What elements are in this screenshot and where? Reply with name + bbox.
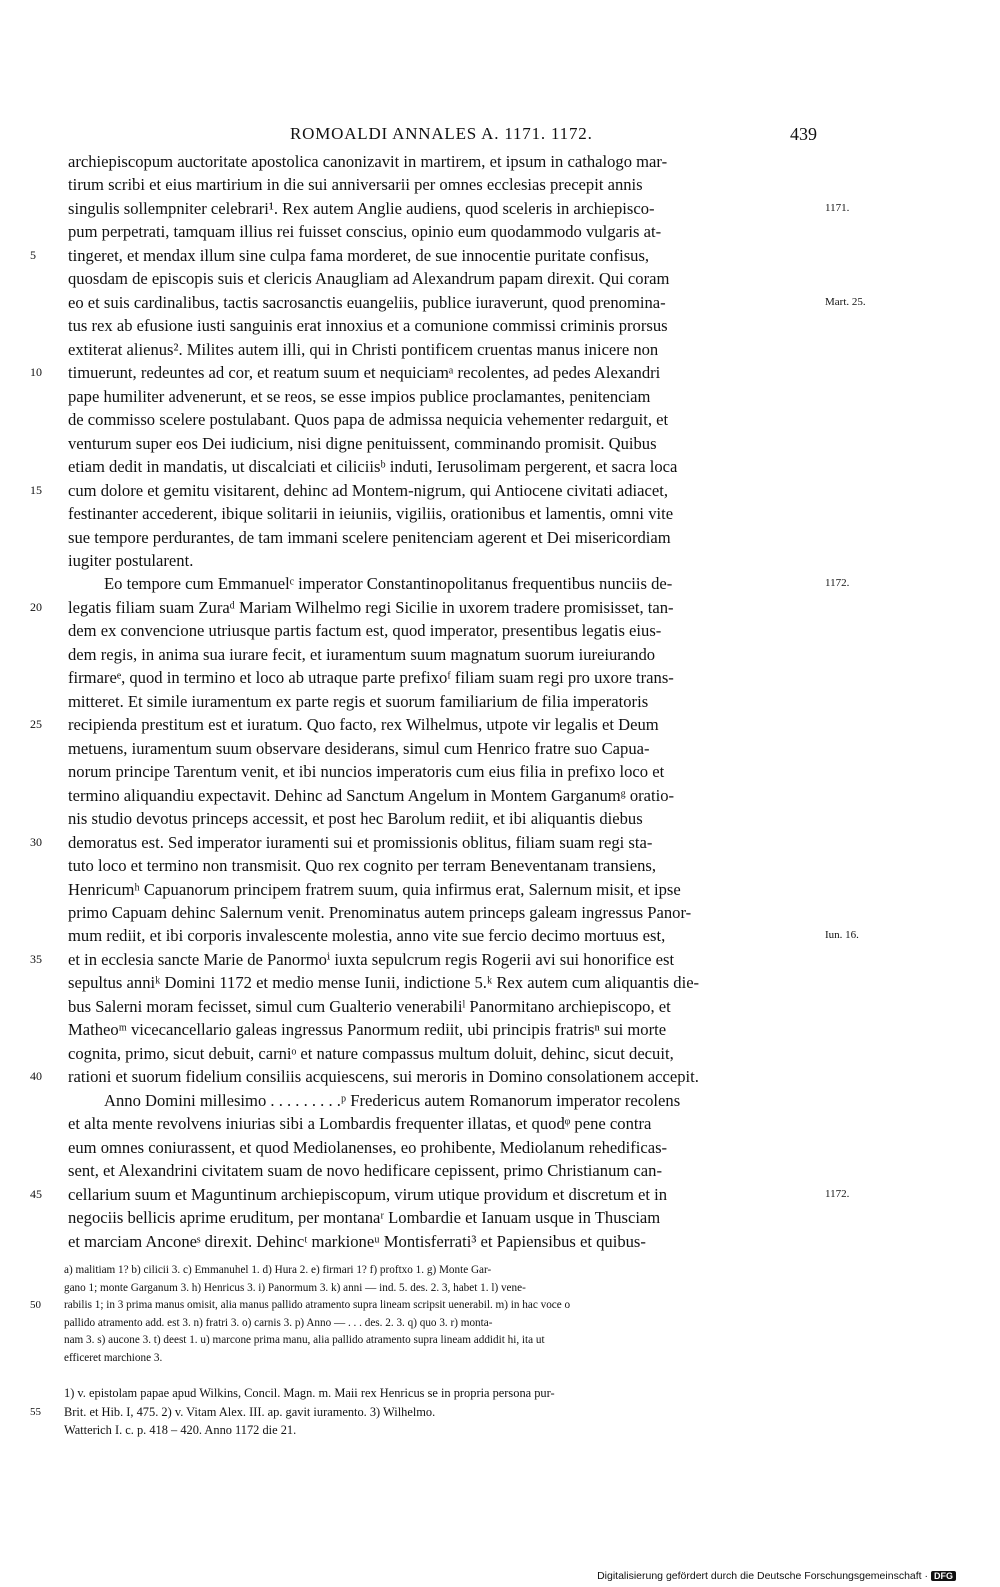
text-line bbox=[0, 1089, 1000, 1112]
text-line bbox=[0, 197, 1000, 220]
margin-date: Mart. 25. bbox=[825, 295, 866, 308]
line-number: 30 bbox=[30, 834, 42, 849]
text-line bbox=[0, 596, 1000, 619]
text-line bbox=[0, 1018, 1000, 1041]
text-line bbox=[0, 713, 1000, 736]
line-text: extiterat alienus². Milites autem illi, qui in Christi pontificem cruentas manus inicere non bbox=[68, 339, 659, 359]
line-text: primo Capuam dehinc Salernum venit. Prenominatus autem princeps galeam ingressus Panor- bbox=[68, 903, 692, 922]
running-title: ROMOALDI ANNALES A. 1171. 1172. bbox=[290, 124, 593, 143]
text-line bbox=[0, 244, 1000, 267]
line-text: demoratus est. Sed imperator iuramenti sui et promissionis oblitus, filiam suam regi sta- bbox=[68, 832, 653, 852]
margin-date: 1172. bbox=[825, 577, 850, 590]
text-line bbox=[0, 666, 1000, 689]
text-line bbox=[0, 338, 1000, 361]
text-line bbox=[0, 267, 1000, 290]
text-line bbox=[0, 878, 1000, 901]
line-number: 50 bbox=[30, 1299, 41, 1312]
line-text: eo et suis cardinalibus, tactis sacrosanctis euangeliis, publice iuraverunt, quod prenomina- bbox=[68, 292, 666, 312]
text-line bbox=[0, 1206, 1000, 1229]
text-line bbox=[0, 291, 1000, 314]
apparatus-line bbox=[64, 1262, 824, 1280]
line-number: 20 bbox=[30, 599, 42, 614]
line-text: festinanter accederent, ibique solitarii in ieiuniis, vigiliis, orationibus et lamentis, omni vite bbox=[68, 504, 674, 524]
text-line bbox=[0, 901, 1000, 924]
line-text: et alta mente revolvens iniurias sibi a Lombardis frequenter illatas, et quodᵠ pene contra bbox=[68, 1114, 652, 1134]
line-text: rabilis 1; in 3 prima manus omisit, alia manus pallido atramento supra lineam scripsit uenerabil. m) in hac voce o bbox=[64, 1299, 571, 1312]
text-line bbox=[0, 690, 1000, 713]
line-text: firmareᵉ, quod in termino et loco ab utraque parte prefixoᶠ filiam suam regi pro uxore trans- bbox=[68, 668, 674, 688]
line-text: et marciam Anconeˢ direxit. Dehincᵗ markioneᵘ Montisferrati³ et Papiensibus et quibus- bbox=[68, 1231, 646, 1251]
text-line bbox=[0, 1159, 1000, 1182]
apparatus-line bbox=[30, 1297, 824, 1315]
text-line bbox=[0, 1065, 1000, 1088]
note-line bbox=[64, 1384, 824, 1403]
line-text: nam 3. s) aucone 3. t) deest 1. u) marcone prima manu, alia pallido atramento supra lineam addidit hi, ita ut bbox=[64, 1334, 545, 1347]
note-line bbox=[30, 1403, 824, 1422]
line-text: mum rediit, et ibi corporis invalescente molestia, anno vite sue fercio decimo mortuus est, bbox=[68, 926, 666, 946]
line-text: a) malitiam 1? b) cilicii 3. c) Emmanuhel 1. d) Hura 2. e) firmari 1? f) proftxo 1. g) Monte Gar- bbox=[64, 1264, 492, 1276]
line-text: et in ecclesia sancte Marie de Panormoⁱ iuxta sepulcrum regis Rogerii avi sui honorifice est bbox=[68, 949, 675, 969]
text-line bbox=[0, 1183, 1000, 1206]
margin-date: 1172. bbox=[825, 1187, 850, 1200]
text-line bbox=[0, 455, 1000, 478]
text-line bbox=[0, 502, 1000, 525]
line-text: Matheoᵐ vicecancellario galeas ingressus Panormum rediit, ubi principis fratrisⁿ sui morte bbox=[68, 1020, 667, 1040]
line-text: gano 1; monte Garganum 3. h) Henricus 3. i) Panormum 3. k) anni — ind. 5. des. 2. 3, habet 1. l) vene- bbox=[64, 1281, 526, 1294]
main-text bbox=[0, 150, 1000, 1253]
text-line bbox=[0, 971, 1000, 994]
text-line bbox=[0, 361, 1000, 384]
critical-apparatus bbox=[30, 1262, 824, 1368]
text-line bbox=[0, 760, 1000, 783]
line-number: 55 bbox=[30, 1405, 41, 1418]
line-text: iugiter postularent. bbox=[68, 550, 194, 570]
line-text: dem regis, in anima sua iurare fecit, et iuramentum suum magnatum suorum iureiurando bbox=[68, 644, 656, 664]
line-text: cellarium suum et Maguntinum archiepiscopum, virum utique providum et discretum et in bbox=[68, 1184, 668, 1204]
line-text: pallido atramento add. est 3. n) fratri 3. o) carnis 3. p) Anno — . . . des. 2. 3. q) quo 3. r) monta- bbox=[64, 1316, 493, 1329]
text-line bbox=[0, 784, 1000, 807]
line-text: Eo tempore cum Emmanuelᶜ imperator Constantinopolitanus frequentibus nunciis de- bbox=[104, 574, 673, 594]
line-text: termino aliquandiu expectavit. Dehinc ad Sanctum Angelum in Montem Garganumᵍ oratio- bbox=[68, 785, 675, 805]
text-line bbox=[0, 173, 1000, 196]
margin-date: 1171. bbox=[825, 201, 850, 214]
text-line bbox=[0, 1230, 1000, 1253]
apparatus-line bbox=[64, 1280, 824, 1298]
line-text: cum dolore et gemitu visitarent, dehinc ad Montem-nigrum, qui Antiocene civitati adiacet, bbox=[68, 480, 668, 500]
text-line bbox=[0, 1112, 1000, 1135]
line-number: 25 bbox=[30, 717, 42, 732]
line-number: 10 bbox=[30, 365, 42, 380]
line-text: nis studio devotus princeps accessit, et post hec Barolum rediit, et ibi aliquantis diebus bbox=[68, 809, 643, 829]
line-text: de commisso scelere postulabant. Quos papa de admissa nequicia vehementer redarguit, et bbox=[68, 410, 669, 430]
line-text: dem ex convencione utriusque partis factum est, quod imperator, presentibus legatis eius- bbox=[68, 621, 662, 641]
apparatus-line bbox=[64, 1350, 824, 1368]
text-line bbox=[0, 643, 1000, 666]
text-line bbox=[0, 1136, 1000, 1159]
text-line bbox=[0, 737, 1000, 760]
text-line bbox=[0, 619, 1000, 642]
apparatus-line bbox=[64, 1332, 824, 1350]
margin-date: Iun. 16. bbox=[825, 929, 859, 942]
text-line bbox=[0, 314, 1000, 337]
line-text: quosdam de episcopis suis et clericis Anaugliam ad Alexandrum papam direxit. Qui coram bbox=[68, 269, 670, 289]
text-line bbox=[0, 408, 1000, 431]
line-text: tus rex ab efusione iusti sanguinis erat innoxius et a comunione commissi criminis prorsus bbox=[68, 316, 668, 336]
dfg-logo: DFG bbox=[931, 1571, 956, 1581]
text-line bbox=[0, 854, 1000, 877]
line-text: archiepiscopum auctoritate apostolica canonizavit in martirem, et ipsum in cathalogo mar- bbox=[68, 152, 668, 171]
text-line bbox=[0, 807, 1000, 830]
text-line bbox=[0, 1042, 1000, 1065]
line-text: Anno Domini millesimo . . . . . . . . .ᵖ Fredericus autem Romanorum imperator recolens bbox=[104, 1090, 681, 1110]
line-text: legatis filiam suam Zuraᵈ Mariam Wilhelmo regi Sicilie in uxorem tradere promisisset, tan- bbox=[68, 597, 674, 617]
line-text: 1) v. epistolam papae apud Wilkins, Concil. Magn. m. Maii rex Henricus se in propria persona pur- bbox=[64, 1386, 555, 1400]
text-line bbox=[0, 220, 1000, 243]
line-number: 45 bbox=[30, 1186, 42, 1201]
line-text: mitteret. Et simile iuramentum ex parte regis et suorum familiarium de filia imperatoris bbox=[68, 691, 649, 711]
line-text: sent, et Alexandrini civitatem suam de novo hedificare cepissent, primo Christianum can- bbox=[68, 1161, 662, 1181]
line-text: negociis bellicis aprime eruditum, per montanaʳ Lombardie et Ianuam usque in Thusciam bbox=[68, 1208, 661, 1228]
note-line bbox=[64, 1421, 824, 1440]
line-text: pum perpetrati, tamquam illius rei fuisset conscius, opinio eum quodammodo vulgaris at- bbox=[68, 222, 662, 242]
page-number: 439 bbox=[790, 124, 817, 144]
text-line bbox=[0, 526, 1000, 549]
line-text: singulis sollempniter celebrari¹. Rex autem Anglie audiens, quod sceleris in archiepisco- bbox=[68, 198, 655, 218]
text-line bbox=[0, 432, 1000, 455]
text-line bbox=[0, 385, 1000, 408]
line-text: Watterich I. c. p. 418 – 420. Anno 1172 die 21. bbox=[64, 1423, 297, 1437]
line-text: norum principe Tarentum venit, et ibi nuncios imperatoris cum eius filia in prefixo loco et bbox=[68, 762, 665, 782]
line-text: rationi et suorum fidelium consiliis acquiescens, sui meroris in Domino consolationem accepit. bbox=[68, 1067, 699, 1087]
line-text: Brit. et Hib. I, 475. 2) v. Vitam Alex. III. ap. gavit iuramento. 3) Wilhelmo. bbox=[64, 1404, 436, 1419]
text-line bbox=[0, 150, 1000, 173]
line-text: metuens, iuramentum suum observare desiderans, simul cum Henrico fratre suo Capua- bbox=[68, 738, 650, 758]
line-text: timuerunt, redeuntes ad cor, et reatum suum et nequiciamᵃ recolentes, ad pedes Alexandri bbox=[68, 363, 661, 383]
line-text: tingeret, et mendax illum sine culpa fama morderet, de sue innocentie puritate confisus, bbox=[68, 245, 650, 265]
line-number: 5 bbox=[30, 247, 36, 262]
line-text: sue tempore perdurantes, de tam immani scelere penitenciam agerent et Dei misericordiam bbox=[68, 527, 671, 547]
line-text: sepultus anniᵏ Domini 1172 et medio mense Iunii, indictione 5.ᵏ Rex autem cum aliquantis die- bbox=[68, 973, 700, 993]
explanatory-notes bbox=[30, 1384, 824, 1440]
line-text: bus Salerni moram fecisset, simul cum Gualterio venerabiliˡ Panormitano archiepiscopo, et bbox=[68, 996, 671, 1016]
line-text: cognita, primo, sicut debuit, carniᵒ et nature compassus multum doluit, dehinc, sicut decuit, bbox=[68, 1043, 674, 1063]
line-text: Henricumʰ Capuanorum principem fratrem suum, quia infirmus erat, Salernum misit, et ipse bbox=[68, 879, 681, 899]
line-text: recipienda prestitum est et iuratum. Quo facto, rex Wilhelmus, utpote vir legalis et Deum bbox=[68, 715, 659, 735]
line-text: venturum super eos Dei iudicium, nisi digne penituissent, comminando promisit. Quibus bbox=[68, 433, 657, 453]
line-text: eum omnes coniurassent, et quod Mediolanenses, eo prohibente, Mediolanum rehedificas- bbox=[68, 1137, 668, 1157]
running-header bbox=[0, 124, 1000, 148]
line-number: 40 bbox=[30, 1069, 42, 1084]
text-line bbox=[0, 924, 1000, 947]
line-text: tirum scribi et eius martirium in die sui anniversarii per omnes ecclesias precepit annis bbox=[68, 175, 643, 195]
line-text: efficeret marchione 3. bbox=[64, 1351, 163, 1364]
digitization-credit bbox=[597, 1570, 956, 1582]
text-line bbox=[0, 831, 1000, 854]
line-number: 35 bbox=[30, 951, 42, 966]
line-text: pape humiliter advenerunt, et se reos, se esse impios publice proclamantes, penitenciam bbox=[68, 386, 651, 406]
line-text: tuto loco et termino non transmisit. Quo rex cognito per terram Beneventanam transiens, bbox=[68, 856, 657, 876]
line-number: 15 bbox=[30, 482, 42, 497]
line-text: etiam dedit in mandatis, ut discalciati et ciliciisᵇ induti, Ierusolimam pergerent, et sacra loca bbox=[68, 457, 678, 477]
credit-text: Digitalisierung gefördert durch die Deutsche Forschungsgemeinschaft · bbox=[597, 1570, 928, 1582]
text-line bbox=[0, 572, 1000, 595]
text-line bbox=[0, 948, 1000, 971]
text-line bbox=[0, 479, 1000, 502]
apparatus-line bbox=[64, 1315, 824, 1333]
text-line bbox=[0, 549, 1000, 572]
text-line bbox=[0, 995, 1000, 1018]
